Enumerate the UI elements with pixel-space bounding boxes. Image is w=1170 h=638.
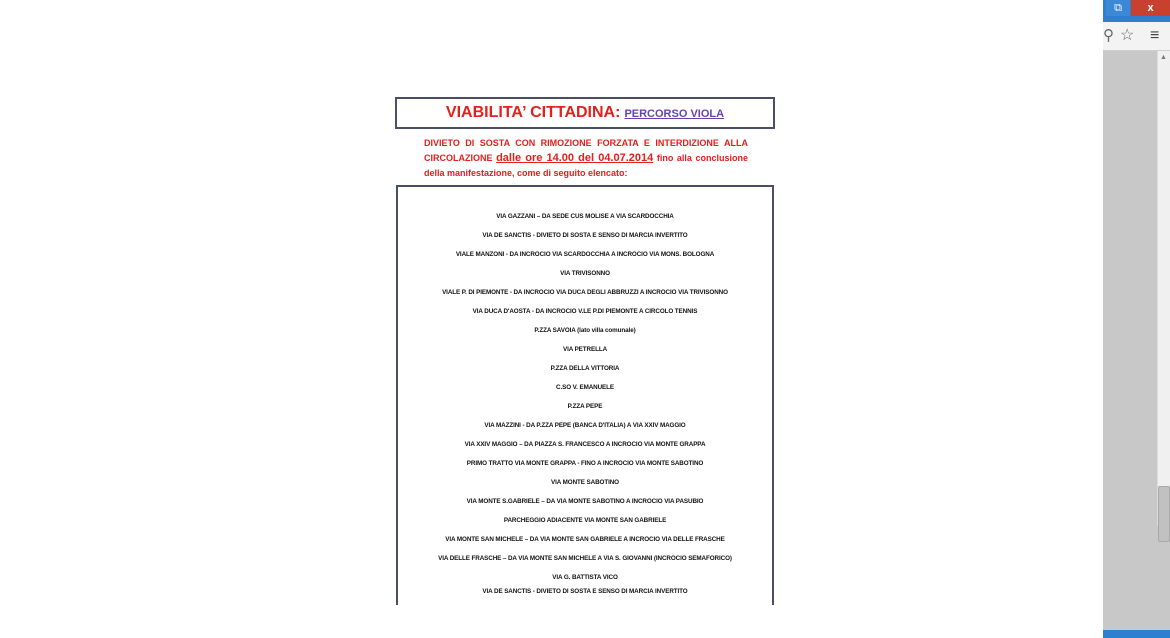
document-subtitle: PERCORSO VIOLA — [624, 108, 725, 120]
vertical-scrollbar[interactable] — [1157, 51, 1170, 526]
search-icon[interactable]: ⚲ — [1103, 27, 1114, 44]
close-window-button[interactable]: x — [1131, 0, 1170, 16]
street-item: PARCHEGGIO ADIACENTE VIA MONTE SAN GABRIELE — [503, 517, 667, 524]
notice-date-highlight: dalle ore 14.00 del 04.07.2014 — [496, 152, 654, 164]
street-item: VIA DUCA D'AOSTA - DA INCROCIO V.LE P.DI PIEMONTE A CIRCOLO TENNIS — [472, 308, 698, 315]
taskbar-strip — [1103, 630, 1170, 638]
street-item: VIA PETRELLA — [562, 346, 608, 353]
street-item: PRIMO TRATTO VIA MONTE GRAPPA - FINO A INCROCIO VIA MONTE SABOTINO — [466, 460, 704, 467]
street-item: VIA MONTE SAN MICHELE – DA VIA MONTE SAN GABRIELE A INCROCIO VIA DELLE FRASCHE — [445, 536, 725, 543]
street-item: VIA G. BATTISTA VICO — [552, 574, 618, 581]
street-item: C.SO V. EMANUELE — [556, 384, 614, 391]
street-item: VIA TRIVISONNO — [560, 270, 610, 277]
title-box — [395, 97, 775, 129]
menu-icon[interactable]: ≡ — [1150, 27, 1160, 44]
street-item: VIALE P. DI PIEMONTE - DA INCROCIO VIA DUCA DEGLI ABBRUZZI A INCROCIO VIA TRIVISONNO — [442, 289, 728, 296]
street-item: VIA MAZZINI - DA P.ZZA PEPE (BANCA D'ITALIA) A VIA XXIV MAGGIO — [484, 422, 686, 429]
street-item: VIA XXIV MAGGIO – DA PIAZZA S. FRANCESCO A INCROCIO VIA MONTE GRAPPA — [464, 441, 706, 448]
street-item: P.ZZA SAVOIA (lato villa comunale) — [534, 327, 636, 334]
street-item: VIALE MANZONI - DA INCROCIO VIA SCARDOCCHIA A INCROCIO VIA MONS. BOLOGNA — [455, 251, 715, 258]
street-item: VIA DE SANCTIS - DIVIETO DI SOSTA E SENSO DI MARCIA INVERTITO — [482, 588, 688, 595]
streets-list-box — [396, 185, 774, 605]
street-item: VIA DELLE FRASCHE – DA VIA MONTE SAN MICHELE A VIA S. GIOVANNI (INCROCIO SEMAFORICO) — [438, 555, 732, 562]
notice-text-1: DIVIETO DI SOSTA CON RIMOZIONE FORZATA E INTERDIZIONE ALLA CIRCOLAZIONE — [424, 138, 748, 163]
street-item: VIA DE SANCTIS - DIVIETO DI SOSTA E SENSO DI MARCIA INVERTITO — [482, 232, 688, 239]
side-panel — [1103, 51, 1157, 526]
street-item: VIA MONTE SABOTINO — [551, 479, 619, 486]
bookmark-star-icon[interactable]: ☆ — [1120, 27, 1135, 44]
street-item: VIA GAZZANI – DA SEDE CUS MOLISE A VIA SCARDOCCHIA — [496, 213, 674, 220]
restore-window-button[interactable]: ⧉ — [1106, 0, 1130, 16]
notice-text-2: fino alla conclusione della manifestazione, come di seguito elencato: — [424, 153, 748, 178]
street-item: P.ZZA PEPE — [567, 403, 603, 410]
notice-paragraph — [424, 136, 748, 181]
scroll-up-icon[interactable]: ▲ — [1160, 54, 1167, 61]
document-title: VIABILITA’ CITTADINA: — [445, 104, 621, 121]
street-item: P.ZZA DELLA VITTORIA — [550, 365, 620, 372]
scroll-thumb[interactable] — [1158, 486, 1170, 542]
streets-list — [398, 207, 772, 597]
street-item: VIA MONTE S.GABRIELE – DA VIA MONTE SABOTINO A INCROCIO VIA PASUBIO — [466, 498, 704, 505]
